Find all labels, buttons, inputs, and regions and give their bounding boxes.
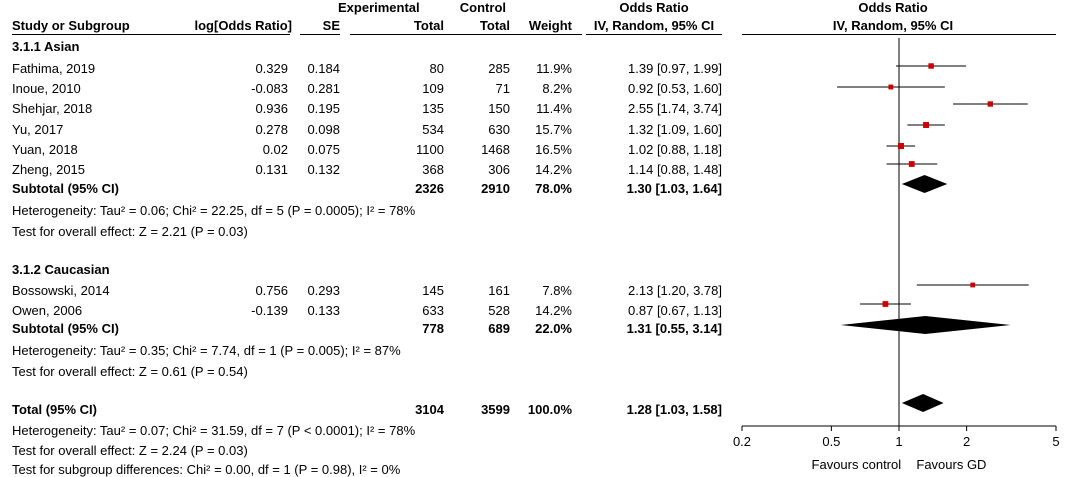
or-method-right: IV, Random, 95% CI [832,18,954,33]
exp-total: 135 [422,101,444,116]
x-tick-label: 0.2 [732,434,752,449]
x-tick-label: 0.5 [822,434,841,449]
logor-value: 0.278 [255,122,288,137]
weight-value: 14.2% [535,162,572,177]
ctl-total: 528 [488,303,510,318]
ctl-total: 71 [495,81,510,96]
ci-value: 1.31 [0.55, 3.14] [626,321,722,336]
ci-value: 0.92 [0.53, 1.60] [628,81,722,96]
ctl-total: 689 [488,321,510,336]
weight-value: 78.0% [535,181,572,196]
exp-total: 3104 [415,402,444,417]
se-value: 0.281 [307,81,340,96]
heterogeneity-text: Heterogeneity: Tau² = 0.07; Chi² = 31.59, df = 7 (P < 0.0001); I² = 78% [12,423,416,438]
logor-value: 0.131 [255,162,288,177]
se-value: 0.098 [307,122,340,137]
study-point [988,101,993,106]
se-value: 0.075 [307,142,340,157]
ci-value: 1.30 [1.03, 1.64] [626,181,722,196]
exp-total: 2326 [415,181,444,196]
exp-total: 778 [422,321,444,336]
group-title: 3.1.1 Asian [12,39,80,54]
exp-total: 80 [429,61,444,76]
logor-value: 0.756 [255,283,288,298]
logor-value: -0.083 [251,81,288,96]
ci-value: 2.13 [1.20, 3.78] [628,283,722,298]
study-name: Zheng, 2015 [12,162,86,177]
group-title: 3.1.2 Caucasian [12,262,110,277]
ci-value: 0.87 [0.67, 1.13] [628,303,722,318]
study-column-header: Study or Subgroup [12,18,130,33]
favours-right-label: Favours GD [916,457,987,472]
weight-value: 7.8% [542,283,572,298]
weight-value: 16.5% [535,142,572,157]
summary-diamond [902,175,947,193]
se-value: 0.293 [307,283,340,298]
summary-diamond [902,394,944,412]
total-label: Total (95% CI) [12,402,97,417]
ctl-total: 1468 [481,142,510,157]
experimental-header: Experimental [338,0,420,15]
control-header: Control [459,0,506,15]
study-point [970,283,975,288]
study-name: Bossowski, 2014 [12,283,110,298]
logor-value: -0.139 [251,303,288,318]
study-point [883,301,889,307]
study-name: Fathima, 2019 [12,61,96,76]
exp-total: 534 [422,122,444,137]
heterogeneity-text: Heterogeneity: Tau² = 0.06; Chi² = 22.25, df = 5 (P = 0.0005); I² = 78% [12,203,416,218]
ci-value: 1.28 [1.03, 1.58] [626,402,722,417]
ci-value: 1.39 [0.97, 1.99] [628,61,722,76]
or-header-left: Odds Ratio [619,0,689,15]
se-value: 0.133 [307,303,340,318]
se-column-header: SE [322,18,340,33]
study-name: Owen, 2006 [12,303,83,318]
se-value: 0.184 [307,61,340,76]
exp-total: 1100 [416,142,444,157]
ctl-total: 161 [488,283,510,298]
exp-total: 145 [422,283,444,298]
study-name: Yuan, 2018 [12,142,78,157]
weight-value: 8.2% [542,81,572,96]
heterogeneity-text: Heterogeneity: Tau² = 0.35; Chi² = 7.74, df = 1 (P = 0.005); I² = 87% [12,343,401,358]
weight-value: 22.0% [535,321,572,336]
weight-value: 100.0% [527,402,572,417]
exp-total: 109 [422,81,444,96]
weight-value: 15.7% [535,122,572,137]
study-point [888,85,893,90]
summary-diamond [841,316,1011,334]
favours-labels [742,457,1056,472]
ci-value: 1.32 [1.09, 1.60] [628,122,722,137]
weight-value: 11.4% [536,101,572,116]
x-tick-label: 5 [1052,434,1060,449]
logor-column-header: log[Odds Ratio] [194,18,292,33]
study-name: Shehjar, 2018 [12,101,93,116]
x-tick-label: 1 [895,434,903,449]
exp-total-header: Total [413,18,444,33]
exp-total: 633 [422,303,444,318]
subtotal-label: Subtotal (95% CI) [12,321,119,336]
ctl-total: 150 [488,101,510,116]
or-header-right: Odds Ratio [858,0,928,15]
ctl-total: 3599 [481,402,510,417]
study-point [898,143,904,149]
overall-effect-text: Test for overall effect: Z = 2.24 (P = 0.03) [12,443,248,458]
ctl-total-header: Total [479,18,510,33]
ci-value: 1.14 [0.88, 1.48] [628,162,722,177]
overall-effect-text: Test for overall effect: Z = 2.21 (P = 0.03) [12,224,248,239]
logor-value: 0.936 [255,101,288,116]
favours-left-label: Favours control [811,457,902,472]
study-name: Yu, 2017 [12,122,64,137]
ci-value: 2.55 [1.74, 3.74] [628,101,722,116]
logor-value: 0.329 [255,61,288,76]
ctl-total: 285 [488,61,510,76]
or-method-left: IV, Random, 95% CI [593,18,715,33]
subgroup-differences-text: Test for subgroup differences: Chi² = 0.00, df = 1 (P = 0.98), I² = 0% [12,462,401,477]
se-value: 0.195 [307,101,340,116]
subtotal-label: Subtotal (95% CI) [12,181,119,196]
weight-header: Weight [528,18,572,33]
weight-value: 14.2% [535,303,572,318]
ctl-total: 2910 [481,181,510,196]
x-tick-label: 2 [962,434,971,449]
logor-value: 0.02 [262,142,288,157]
overall-effect-text: Test for overall effect: Z = 0.61 (P = 0.54) [12,364,248,379]
weight-value: 11.9% [536,61,572,76]
se-value: 0.132 [307,162,340,177]
study-name: Inoue, 2010 [12,81,81,96]
study-point [928,63,933,68]
ctl-total: 630 [488,122,510,137]
study-point [923,122,929,128]
exp-total: 368 [422,162,444,177]
study-point [909,161,915,167]
ctl-total: 306 [488,162,510,177]
ci-value: 1.02 [0.88, 1.18] [628,142,722,157]
